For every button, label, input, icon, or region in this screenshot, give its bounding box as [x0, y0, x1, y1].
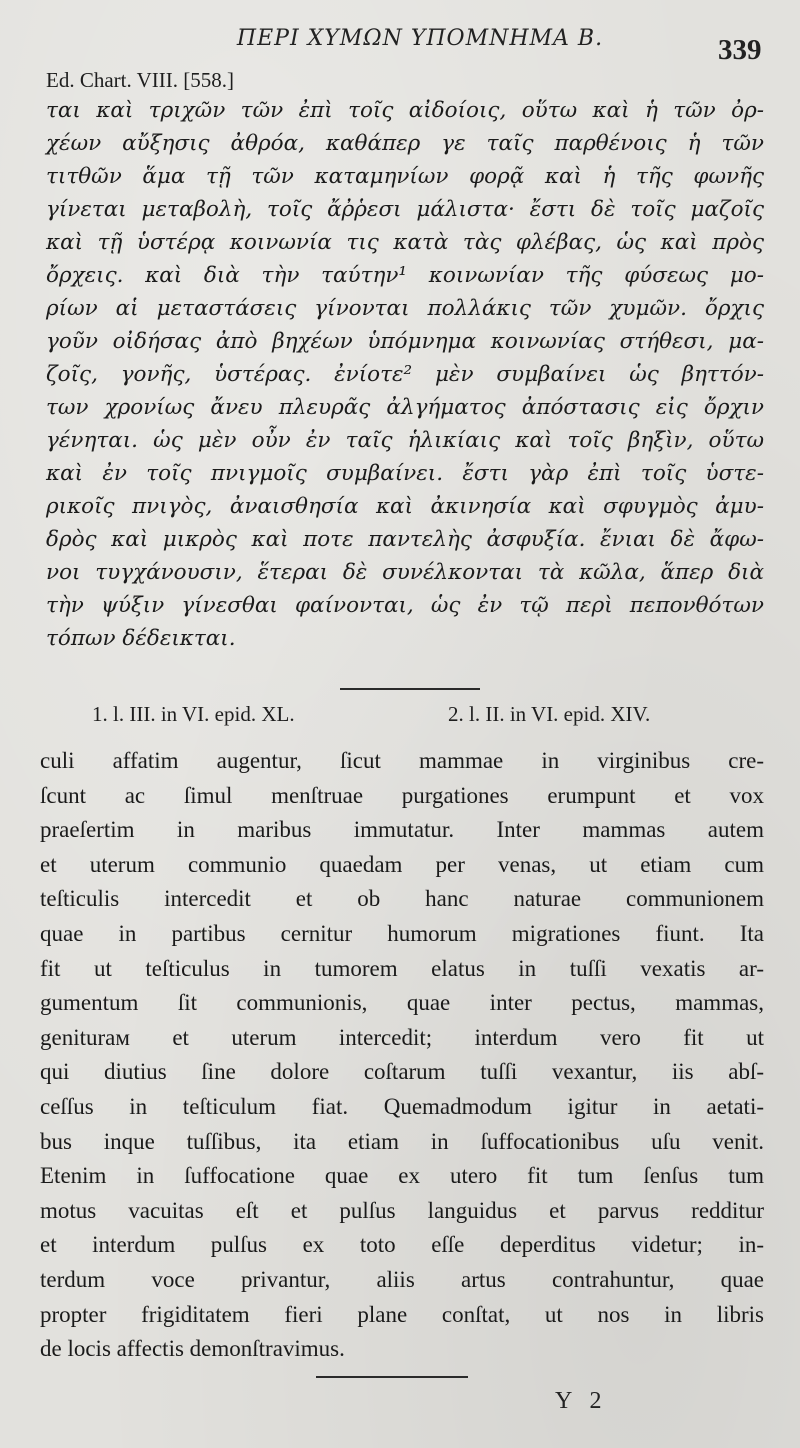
greek-line: τόπων δέδεικται.	[46, 626, 236, 651]
footnote-1: 1. l. III. in VI. epid. XL.	[92, 702, 295, 726]
latin-line: ceſſus in teſticulum fiat. Quemadmodum igitur in aetati-	[40, 1093, 764, 1119]
greek-line: γίνεται μεταβολὴ, τοῖς ἄῤῥεσι μάλιστα· ἔστι δὲ τοῖς μαζοῖς	[46, 197, 764, 222]
greek-line: δρὸς καὶ μικρὸς καὶ ποτε παντελὴς ἀσφυξία. ἔνιαι δὲ ἄφω-	[46, 527, 764, 552]
greek-line: νοι τυγχάνουσιν, ἕτεραι δὲ συνέλκονται τὰ κῶλα, ἅπερ διὰ	[46, 560, 764, 585]
latin-line: propter frigiditatem fieri plane conſtat, ut nos in libris	[40, 1301, 764, 1327]
latin-line: gumentum ſit communionis, quae inter pectus, mammas,	[40, 990, 764, 1016]
footnote-2: 2. l. II. in VI. epid. XIV.	[448, 702, 651, 726]
latin-line: motus vacuitas eſt et pulſus languidus et parvus redditur	[40, 1197, 764, 1223]
latin-line: quae in partibus cernitur humorum migrationes fiunt. Ita	[40, 920, 764, 946]
greek-line: καὶ ἐν τοῖς πνιγμοῖς συμβαίνει. ἔστι γὰρ ἐπὶ τοῖς ὑστε-	[46, 461, 764, 486]
page-number: 339	[718, 34, 762, 66]
latin-line: ſcunt ac ſimul menſtruae purgationes erumpunt et vox	[40, 782, 764, 808]
end-divider	[316, 1376, 468, 1378]
latin-line: geniturам et uterum intercedit; interdum vero fit ut	[40, 1024, 764, 1050]
greek-line: χέων αὔξησις ἀθρόα, καθάπερ γε ταῖς παρθένοις ἡ τῶν	[46, 131, 764, 156]
latin-line: Etenim in ſuffocatione quae ex utero fit tum ſenſus tum	[40, 1163, 764, 1189]
greek-line: γένηται. ὡς μὲν οὖν ἐν ταῖς ἡλικίαις καὶ τοῖς βηξὶν, οὕτω	[46, 428, 764, 453]
greek-line: γοῦν οἰδήσας ἀπὸ βηχέων ὑπόμνημα κοινωνίας στήθεσι, μα-	[46, 329, 764, 354]
greek-line: τὴν ψύξιν γίνεσθαι φαίνονται, ὡς ἐν τῷ περὶ πεπονθότων	[46, 593, 764, 618]
greek-line: ζοῖς, γονῆς, ὑστέρας. ἐνίοτε² μὲν συμβαίνει ὡς βηττόν-	[46, 362, 764, 387]
greek-line: καὶ τῇ ὑστέρᾳ κοινωνία τις κατὰ τὰς φλέβας, ὡς καὶ πρὸς	[46, 230, 764, 255]
greek-line: ὄρχεις. καὶ διὰ τὴν ταύτην¹ κοινωνίαν τῆς φύσεως μο-	[46, 263, 764, 288]
latin-line: de locis affectis demonſtravimus.	[40, 1336, 345, 1362]
latin-line: et interdum pulſus ex toto eſſe deperditus videtur; in-	[40, 1232, 764, 1258]
latin-line: et uterum communio quaedam per venas, ut etiam cum	[40, 851, 764, 877]
latin-line: terdum voce privantur, aliis artus contrahuntur, quae	[40, 1266, 764, 1292]
greek-line: ρίων αἱ μεταστάσεις γίνονται πολλάκις τῶν χυμῶν. ὄρχις	[46, 296, 764, 321]
latin-line: praeſertim in maribus immutatur. Inter mammas autem	[40, 817, 764, 843]
latin-line: bus inque tuſſibus, ita etiam in ſuffocationibus uſu venit.	[40, 1128, 764, 1154]
edition-reference: Ed. Chart. VIII. [558.]	[46, 68, 234, 92]
greek-line: τιτθῶν ἅμα τῇ τῶν καταμηνίων φορᾷ καὶ ἡ τῆς φωνῆς	[46, 164, 764, 189]
section-divider	[340, 688, 480, 690]
latin-line: teſticulis intercedit et ob hanc naturae communionem	[40, 886, 764, 912]
latin-text-block	[40, 744, 764, 1367]
greek-line: ρικοῖς πνιγὸς, ἀναισθησία καὶ ἀκινησία καὶ σφυγμὸς ἀμυ-	[46, 494, 764, 519]
latin-line: culi affatim augentur, ſicut mammae in virginibus cre-	[40, 748, 764, 773]
greek-text-block	[46, 94, 764, 655]
greek-line: ται καὶ τριχῶν τῶν ἐπὶ τοῖς αἰδοίοις, οὕτω καὶ ἡ τῶν ὀρ-	[46, 98, 764, 123]
latin-line: qui diutius ſine dolore coſtarum tuſſi vexantur, iis abſ-	[40, 1059, 764, 1085]
signature-mark: Y 2	[555, 1388, 608, 1414]
running-title: ΠΕΡΙ ΧΥΜΩΝ ΥΠΟΜΝΗΜΑ Β.	[236, 26, 604, 51]
greek-line: των χρονίως ἄνευ πλευρᾶς ἀλγήματος ἀπόστασις εἰς ὄρχιν	[46, 395, 764, 420]
latin-line: fit ut teſticulus in tumorem elatus in tuſſi vexatis ar-	[40, 955, 764, 981]
